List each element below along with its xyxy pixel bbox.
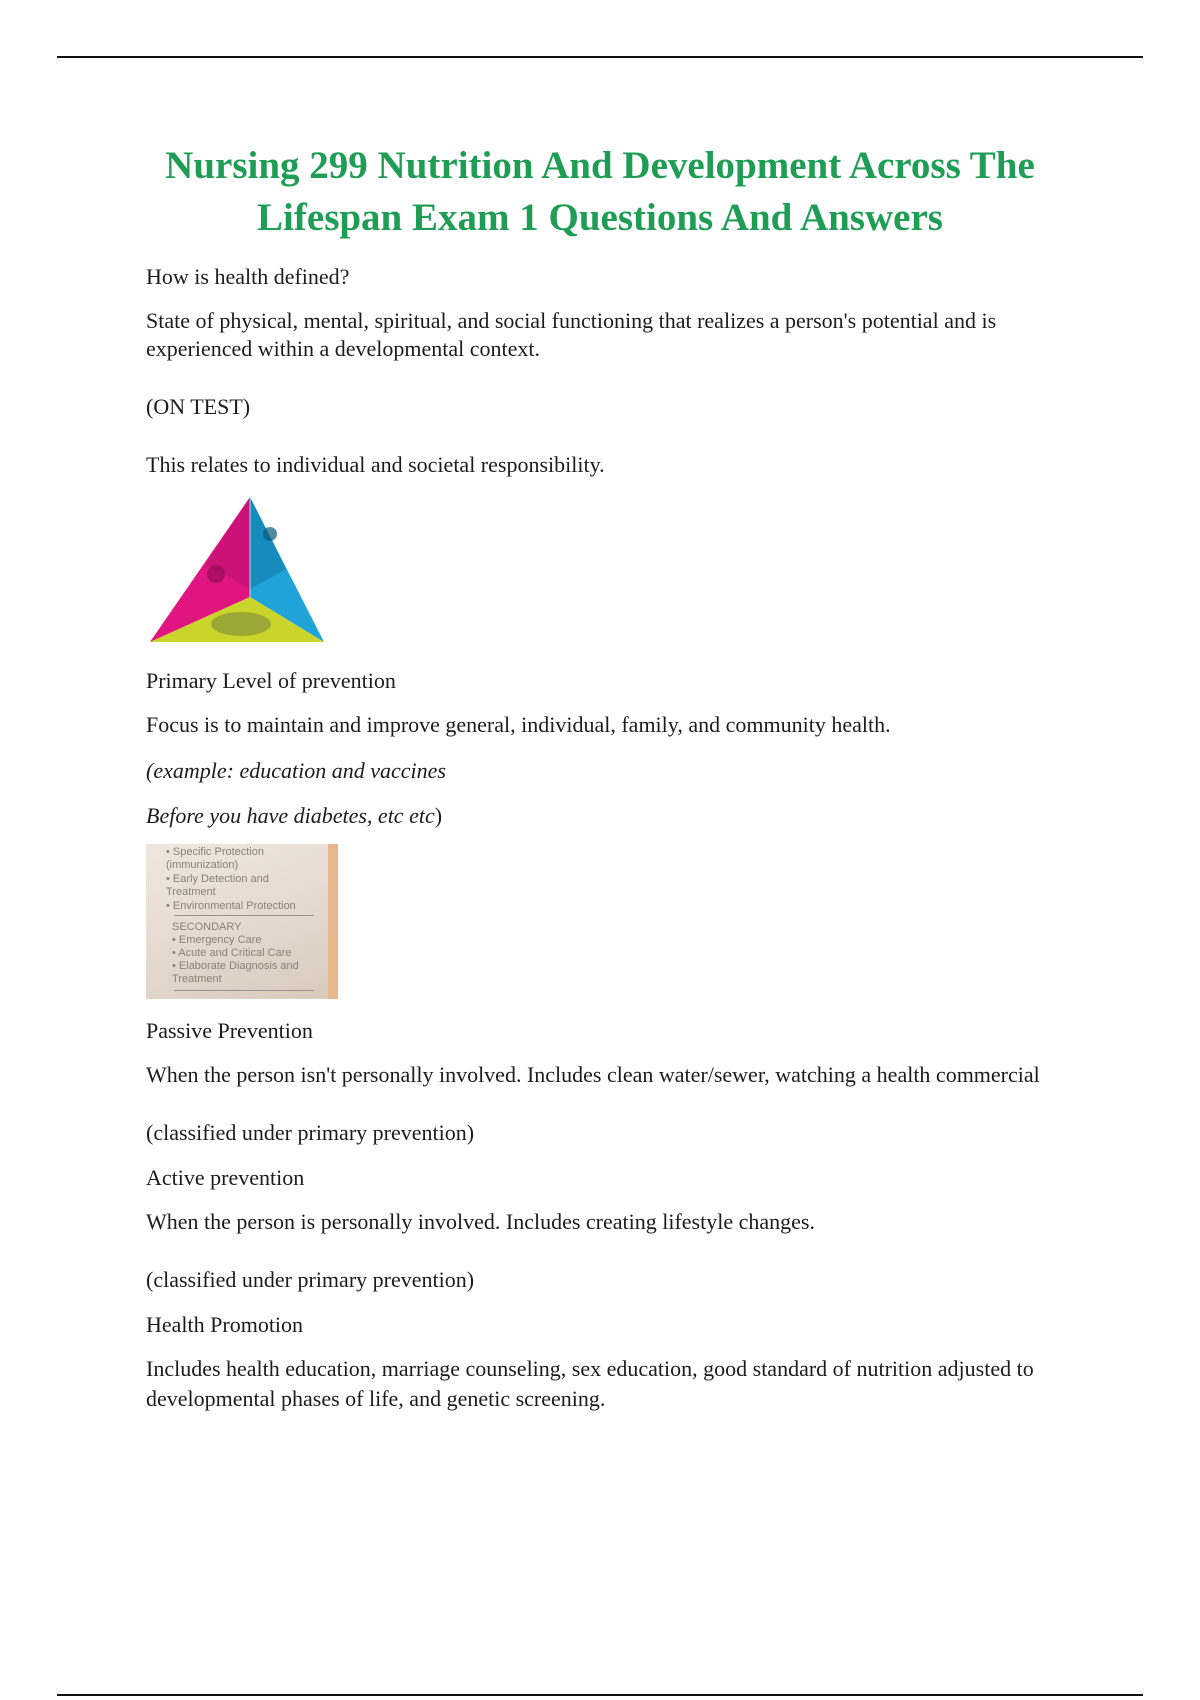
notes-line: Treatment — [166, 886, 216, 898]
responsibility-note: This relates to individual and societal responsibility. — [146, 452, 605, 477]
question-health-promotion: Health Promotion — [146, 1312, 304, 1337]
example-line-2-close: ) — [434, 803, 443, 828]
example-line-1: (example: education and vaccines — [146, 758, 446, 783]
answer-health-line-1: State of physical, mental, spiritual, and social functioning that realizes a person's potential and is — [146, 308, 997, 333]
question-primary-prevention: Primary Level of prevention — [146, 668, 396, 693]
notes-line: • Elaborate Diagnosis and — [172, 960, 299, 972]
answer-active-prevention: When the person is personally involved. Includes creating lifestyle changes. — [146, 1209, 815, 1234]
answer-health-line-2: experienced within a developmental context. — [146, 336, 541, 361]
notes-line: • Acute and Critical Care — [172, 947, 292, 959]
bottom-rule — [57, 1694, 1143, 1696]
notes-line: • Early Detection and — [166, 873, 269, 885]
example-line-2-text: Before you have diabetes, etc etc — [146, 803, 435, 828]
notes-line: SECONDARY — [172, 921, 242, 933]
question-passive-prevention: Passive Prevention — [146, 1018, 313, 1043]
on-test-note: (ON TEST) — [146, 394, 251, 419]
question-health-defined: How is health defined? — [146, 264, 350, 289]
answer-health-promotion-line-1: Includes health education, marriage counseling, sex education, good standard of nutrition adjusted to — [146, 1356, 1034, 1381]
top-rule — [57, 56, 1143, 58]
notes-line: • Specific Protection — [166, 846, 265, 858]
passive-classification-note: (classified under primary prevention) — [146, 1120, 475, 1145]
active-classification-note: (classified under primary prevention) — [146, 1267, 475, 1292]
question-active-prevention: Active prevention — [146, 1165, 305, 1190]
title-line-1: Nursing 299 Nutrition And Development Across The — [165, 144, 1035, 187]
notes-line: (immunization) — [166, 859, 239, 871]
title-line-2: Lifespan Exam 1 Questions And Answers — [257, 196, 943, 239]
answer-primary-prevention: Focus is to maintain and improve general, individual, family, and community health. — [146, 712, 891, 737]
prevention-pyramid-image — [146, 494, 328, 649]
answer-health-promotion-line-2: developmental phases of life, and genetic screening. — [146, 1386, 606, 1411]
document-title — [0, 140, 1200, 244]
example-line-2 — [146, 801, 442, 830]
notes-line: • Environmental Protection — [166, 900, 296, 912]
prevention-notes-image — [146, 844, 338, 999]
notes-line: • Emergency Care — [172, 934, 262, 946]
answer-passive-prevention: When the person isn't personally involved. Includes clean water/sewer, watching a health commercial — [146, 1062, 1040, 1087]
notes-line: Treatment — [172, 973, 222, 985]
